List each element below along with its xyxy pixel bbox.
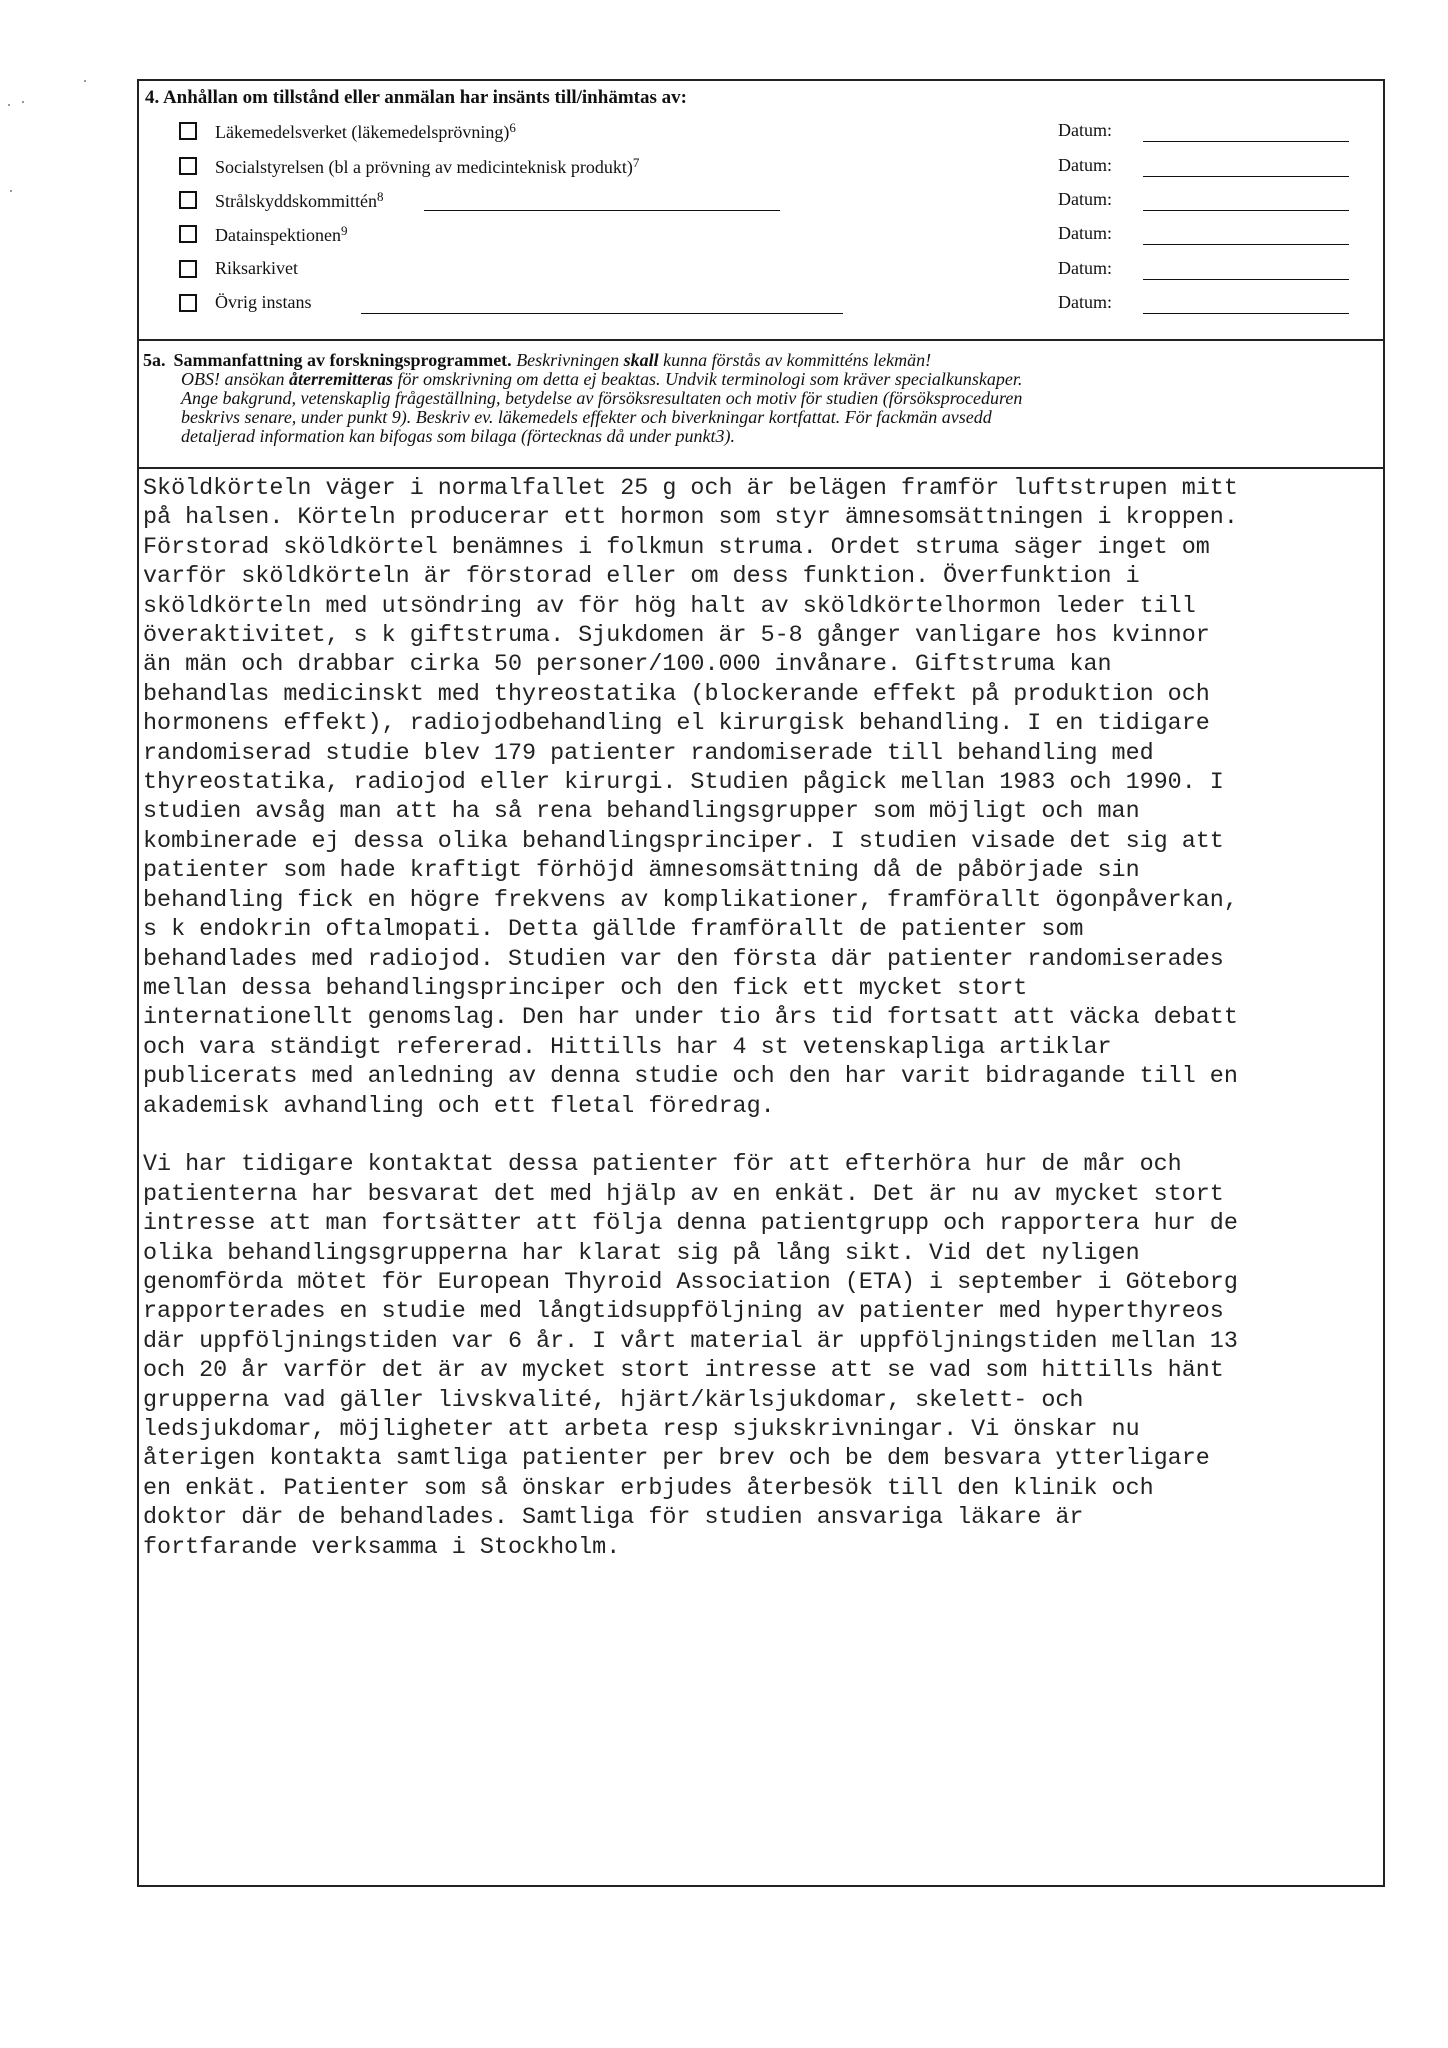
- authority-label: Strålskyddskommittén: [215, 191, 377, 211]
- datum-field-lakemedelsverket[interactable]: [1143, 141, 1349, 142]
- datum-field-riksarkivet[interactable]: [1143, 279, 1349, 280]
- datum-field-datainspektionen[interactable]: [1143, 244, 1349, 245]
- authority-label: Riksarkivet: [215, 258, 298, 278]
- datum-label: Datum:: [1058, 189, 1112, 209]
- summary-line: Vi har tidigare kontaktat dessa patienter för att efterhöra hur de mår och: [143, 1152, 1182, 1179]
- summary-line: än män och drabbar cirka 50 personer/100.000 invånare. Giftstruma kan: [143, 652, 1112, 679]
- authority-row-riksarkivet: [179, 257, 1383, 283]
- authority-label: Socialstyrelsen (bl a prövning av medicinteknisk produkt): [215, 157, 633, 177]
- authority-row-ovrig: [179, 291, 1383, 317]
- summary-line: sköldkörteln med utsöndring av för hög halt av sköldkörtelhormon leder till: [143, 593, 1196, 620]
- summary-line: överaktivitet, s k giftstruma. Sjukdomen är 5-8 gånger vanligare hos kvinnor: [143, 623, 1210, 650]
- footnote-ref: 6: [509, 120, 516, 135]
- datum-label: Datum:: [1058, 155, 1112, 175]
- instruction-line-2: OBS! ansökan återremitteras för omskrivning om detta ej beaktas. Undvik terminologi som kräver specialkunskaper.: [181, 369, 1023, 389]
- checkbox-ovrig-instans[interactable]: [179, 294, 197, 312]
- summary-line: randomiserad studie blev 179 patienter randomiserade till behandling med: [143, 740, 1154, 767]
- section-5a-header: [139, 341, 1383, 469]
- ovrig-instans-field[interactable]: [361, 313, 843, 314]
- summary-line: patienter som hade kraftigt förhöjd ämnesomsättning då de påbörjade sin: [143, 858, 1140, 885]
- summary-line: studien avsåg man att ha så rena behandlingsgrupper som möjligt och man: [143, 799, 1140, 826]
- summary-line: ledsjukdomar, möjligheter att arbeta resp sjukskrivningar. Vi önskar nu: [143, 1417, 1140, 1443]
- summary-line: kombinerade ej dessa olika behandlingsprinciper. I studien visade det sig att: [143, 828, 1224, 855]
- footnote-ref: 9: [340, 223, 348, 238]
- summary-line: en enkät. Patienter som så önskar erbjudes återbesök till den klinik och: [143, 1475, 1154, 1502]
- checkbox-socialstyrelsen[interactable]: [179, 157, 197, 175]
- summary-line: Förstorad sköldkörtel benämnes i folkmun struma. Ordet struma säger inget om: [143, 534, 1210, 561]
- instruction-line-4: beskrivs senare, under punkt 9). Beskriv ev. läkemedels effekter och biverkningar kortfattat. För fackmän avsedd: [181, 407, 992, 427]
- authority-row-datainspektionen: [179, 222, 1383, 248]
- summary-line: grupperna vad gäller livskvalité, hjärt/kärlsjukdomar, skelett- och: [143, 1387, 1084, 1414]
- section-4-title: 4. Anhållan om tillstånd eller anmälan har insänts till/inhämtas av:: [145, 87, 687, 108]
- summary-line: behandlades med radiojod. Studien var den första där patienter randomiserades: [143, 946, 1224, 973]
- summary-line: internationellt genomslag. Den har under tio års tid fortsatt att väcka debatt: [143, 1005, 1238, 1032]
- authority-label: Läkemedelsverket (läkemedelsprövning): [215, 122, 510, 142]
- summary-line: hormonens effekt), radiojodbehandling el kirurgisk behandling. I en tidigare: [143, 711, 1210, 738]
- authority-row-stralskydd: [179, 188, 1383, 214]
- checkbox-riksarkivet[interactable]: [179, 260, 197, 278]
- summary-line: intresse att man fortsätter att följa denna patientgrupp och rapportera hur de: [143, 1211, 1238, 1238]
- instruction-line-5: detaljerad information kan bifogas som bilaga (förtecknas då under punkt3).: [181, 426, 735, 446]
- summary-line: publicerats med anledning av denna studie och den har varit bidragande till en: [143, 1064, 1238, 1091]
- footnote-ref: 7: [632, 155, 640, 170]
- instruction-line-1: Beskrivningen skall kunna förstås av kommitténs lekmän!: [516, 350, 932, 370]
- summary-text-area[interactable]: [143, 475, 1383, 1563]
- summary-line: och vara ständigt refererad. Hittills har 4 st vetenskapliga artiklar: [143, 1034, 1112, 1061]
- datum-field-stralskydd[interactable]: [1143, 210, 1349, 211]
- section-5a-number: 5a.: [143, 350, 166, 370]
- summary-line: akademisk avhandling och ett fletal föredrag.: [143, 1093, 775, 1120]
- summary-line: behandlas medicinskt med thyreostatika (blockerande effekt på produktion och: [143, 681, 1210, 708]
- datum-label: Datum:: [1058, 120, 1112, 140]
- datum-label: Datum:: [1058, 223, 1112, 243]
- summary-line: behandling fick en högre frekvens av komplikationer, framförallt ögonpåverkan,: [143, 887, 1238, 914]
- footnote-ref: 8: [377, 189, 384, 204]
- datum-field-ovrig[interactable]: [1143, 313, 1349, 314]
- instruction-line-3: Ange bakgrund, vetenskaplig frågeställning, betydelse av försöksresultaten och motiv för studien (försöksproceduren: [181, 388, 1023, 408]
- summary-line: mellan dessa behandlingsprinciper och den fick ett mycket stort: [143, 975, 1028, 1002]
- checkbox-stralskyddskommitten[interactable]: [179, 191, 197, 209]
- section-5a-heading: Sammanfattning av forskningsprogrammet.: [173, 350, 512, 370]
- summary-line: och 20 år varför det är av mycket stort intresse att se vad som hittills hänt: [143, 1358, 1224, 1385]
- summary-line: på halsen. Körteln producerar ett hormon som styr ämnesomsättningen i kroppen.: [143, 505, 1238, 532]
- instructions: [181, 370, 1022, 446]
- summary-line: fortfarande verksamma i Stockholm.: [143, 1534, 621, 1561]
- section-4-authorities: [139, 81, 1383, 341]
- authority-label: Övrig instans: [215, 292, 312, 312]
- summary-line: s k endokrin oftalmopati. Detta gällde framförallt de patienter som: [143, 917, 1084, 944]
- authority-label: Datainspektionen: [215, 225, 341, 245]
- checkbox-datainspektionen[interactable]: [179, 225, 197, 243]
- summary-line: olika behandlingsgrupperna har klarat sig på lång sikt. Vid det nyligen: [143, 1240, 1140, 1267]
- datum-label: Datum:: [1058, 258, 1112, 278]
- summary-line: genomförda mötet för European Thyroid Association (ETA) i september i Göteborg: [143, 1269, 1238, 1296]
- summary-line: återigen kontakta samtliga patienter per brev och be dem besvara ytterligare: [143, 1446, 1210, 1473]
- checkbox-lakemedelsverket[interactable]: [179, 122, 197, 140]
- datum-label: Datum:: [1058, 292, 1112, 312]
- summary-line: där uppföljningstiden var 6 år. I vårt material är uppföljningstiden mellan 13: [143, 1328, 1238, 1355]
- summary-line: Sköldkörteln väger i normalfallet 25 g och är belägen framför luftstrupen mitt: [143, 476, 1238, 502]
- paragraph-gap: [143, 1122, 1383, 1151]
- summary-line: patienterna har besvarat det med hjälp av en enkät. Det är nu av mycket stort: [143, 1181, 1224, 1208]
- authority-row-lakemedelsverket: [179, 119, 1383, 145]
- summary-line: varför sköldkörteln är förstorad eller om dess funktion. Överfunktion i: [143, 564, 1140, 591]
- authority-row-socialstyrelsen: [179, 154, 1383, 180]
- summary-line: thyreostatika, radiojod eller kirurgi. Studien pågick mellan 1983 och 1990. I: [143, 770, 1224, 797]
- summary-line: doktor där de behandlades. Samtliga för studien ansvariga läkare är: [143, 1505, 1084, 1532]
- application-form-page: [137, 79, 1385, 1887]
- summary-line: rapporterades en studie med långtidsuppföljning av patienter med hyperthyreos: [143, 1299, 1224, 1326]
- stralskydd-name-field[interactable]: [424, 210, 780, 211]
- datum-field-socialstyrelsen[interactable]: [1143, 176, 1349, 177]
